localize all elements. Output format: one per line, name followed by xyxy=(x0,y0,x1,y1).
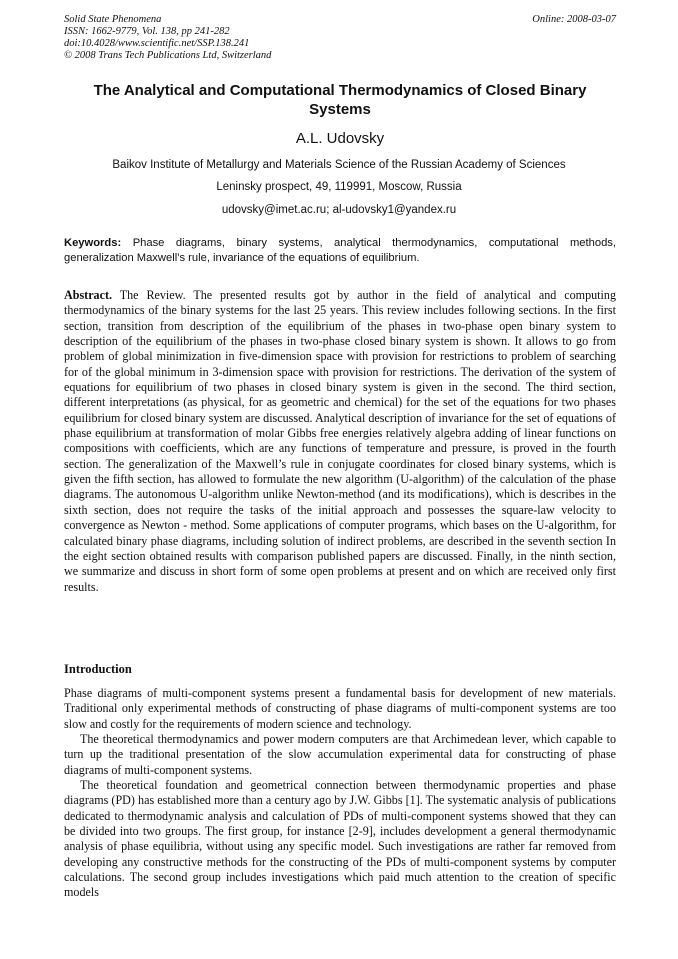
abstract-text: The Review. The presented results got by author in the field of analytical and computing thermodynamics of the binary systems for the last 25 years. This review includes following sections. In the first section, transition from description of the equilibrium of the phases in two-phase open binary system to description of the equilibrium of the phases in two-phase closed binary system is shown. It allows to go from problem of global minimization in five-dimension space with provision for restrictions to problem of searching for of the global minimum in 3-dimension space with provision for restrictions. The derivation of the system of equations for equilibrium of two phases in closed binary system is given in the second. The third section, different interpretations (as physical, for as geometric and chemical) for the set of the equations for two phases equilibrium for closed binary system are discussed. Analytical description of invariance for the set of equations of phase equilibrium at transformation of molar Gibbs free energies relatively algebra adding of linear functions on compositions with coefficients, which are any functions of temperature and pressure, is proved in the fourth section. The generalization of the Maxwell’s rule in conjugate coordinates for closed binary systems, which is given the fifth section, has allowed to formulate the new algorithm (U-algorithm) of the calculation of the phase diagrams. The autonomous U-algorithm unlike Newton-method (and its modifications), which is describes in the sixth section, does not require the tasks of the initial approach and possesses the square-law velocity to convergence as Newton - method. Some applications of computer programs, which bases on the U-algorithm, for calculated binary phase diagrams, including solution of indirect problems, are described in the seventh section In the eight section obtained results with comparison published papers are discussed. Finally, in the ninth section, we summarize and discuss in short form of some open problems at present and on which are received only first results. xyxy=(64,288,616,594)
journal-name: Solid State Phenomena xyxy=(64,14,162,25)
keywords-label: Keywords: xyxy=(64,237,122,249)
intro-paragraph: Phase diagrams of multi-component systems present a fundamental basis for development of new materials. Traditional only experimental methods of constructing of phase diagrams of multi-component systems are too slow and costly for the requirements of modern science and technology. xyxy=(64,686,616,731)
copyright-line: © 2008 Trans Tech Publications Ltd, Switzerland xyxy=(64,50,272,61)
doi-line: doi:10.4028/www.scientific.net/SSP.138.241 xyxy=(64,38,250,49)
section-heading-introduction: Introduction xyxy=(64,662,132,676)
author-name: A.L. Udovsky xyxy=(295,130,385,147)
keywords-text: Phase diagrams, binary systems, analytical thermodynamics, computational methods, generalization Maxwell’s rule, invariance of the equations of equilibrium. xyxy=(64,237,616,264)
online-date: Online: 2008-03-07 xyxy=(532,14,616,25)
intro-paragraph: The theoretical foundation and geometrical connection between thermodynamic properties and phase diagrams (PD) has established more than a century ago by J.W. Gibbs [1]. The systematic analysis of publications dedicated to thermodynamic analysis and calculation of PDs of multi-component systems showed that they can be divided into two groups. The first group, for instance [2-9], includes development a general thermodynamic analysis of phase equilibria, without using any specific model. Such investigations are rather far removed from developing any constructive methods for the constructing of the PDs of multi-component systems by computer calculations. The second group includes investigations which paid much attention to the creation of specific models xyxy=(64,778,616,900)
address: Leninsky prospect, 49, 119991, Moscow, Russia xyxy=(216,181,462,193)
affiliation: Baikov Institute of Metallurgy and Materials Science of the Russian Academy of Sciences xyxy=(112,159,566,171)
abstract-block xyxy=(64,288,616,595)
introduction-body xyxy=(64,686,616,901)
paper-title: The Analytical and Computational Thermodynamics of Closed Binary Systems xyxy=(93,82,587,118)
keywords-block xyxy=(64,236,616,266)
intro-paragraph: The theoretical thermodynamics and power modern computers are that Archimedean lever, which capable to turn up the traditional presentation of the slow accumulation experimental data for constructing of phase diagrams of multi-component systems. xyxy=(64,732,616,777)
issn-line: ISSN: 1662-9779, Vol. 138, pp 241-282 xyxy=(64,26,230,37)
author-emails: udovsky@imet.ac.ru; al-udovsky1@yandex.ru xyxy=(221,204,457,216)
abstract-label: Abstract. xyxy=(64,288,113,302)
journal-header xyxy=(64,14,616,62)
